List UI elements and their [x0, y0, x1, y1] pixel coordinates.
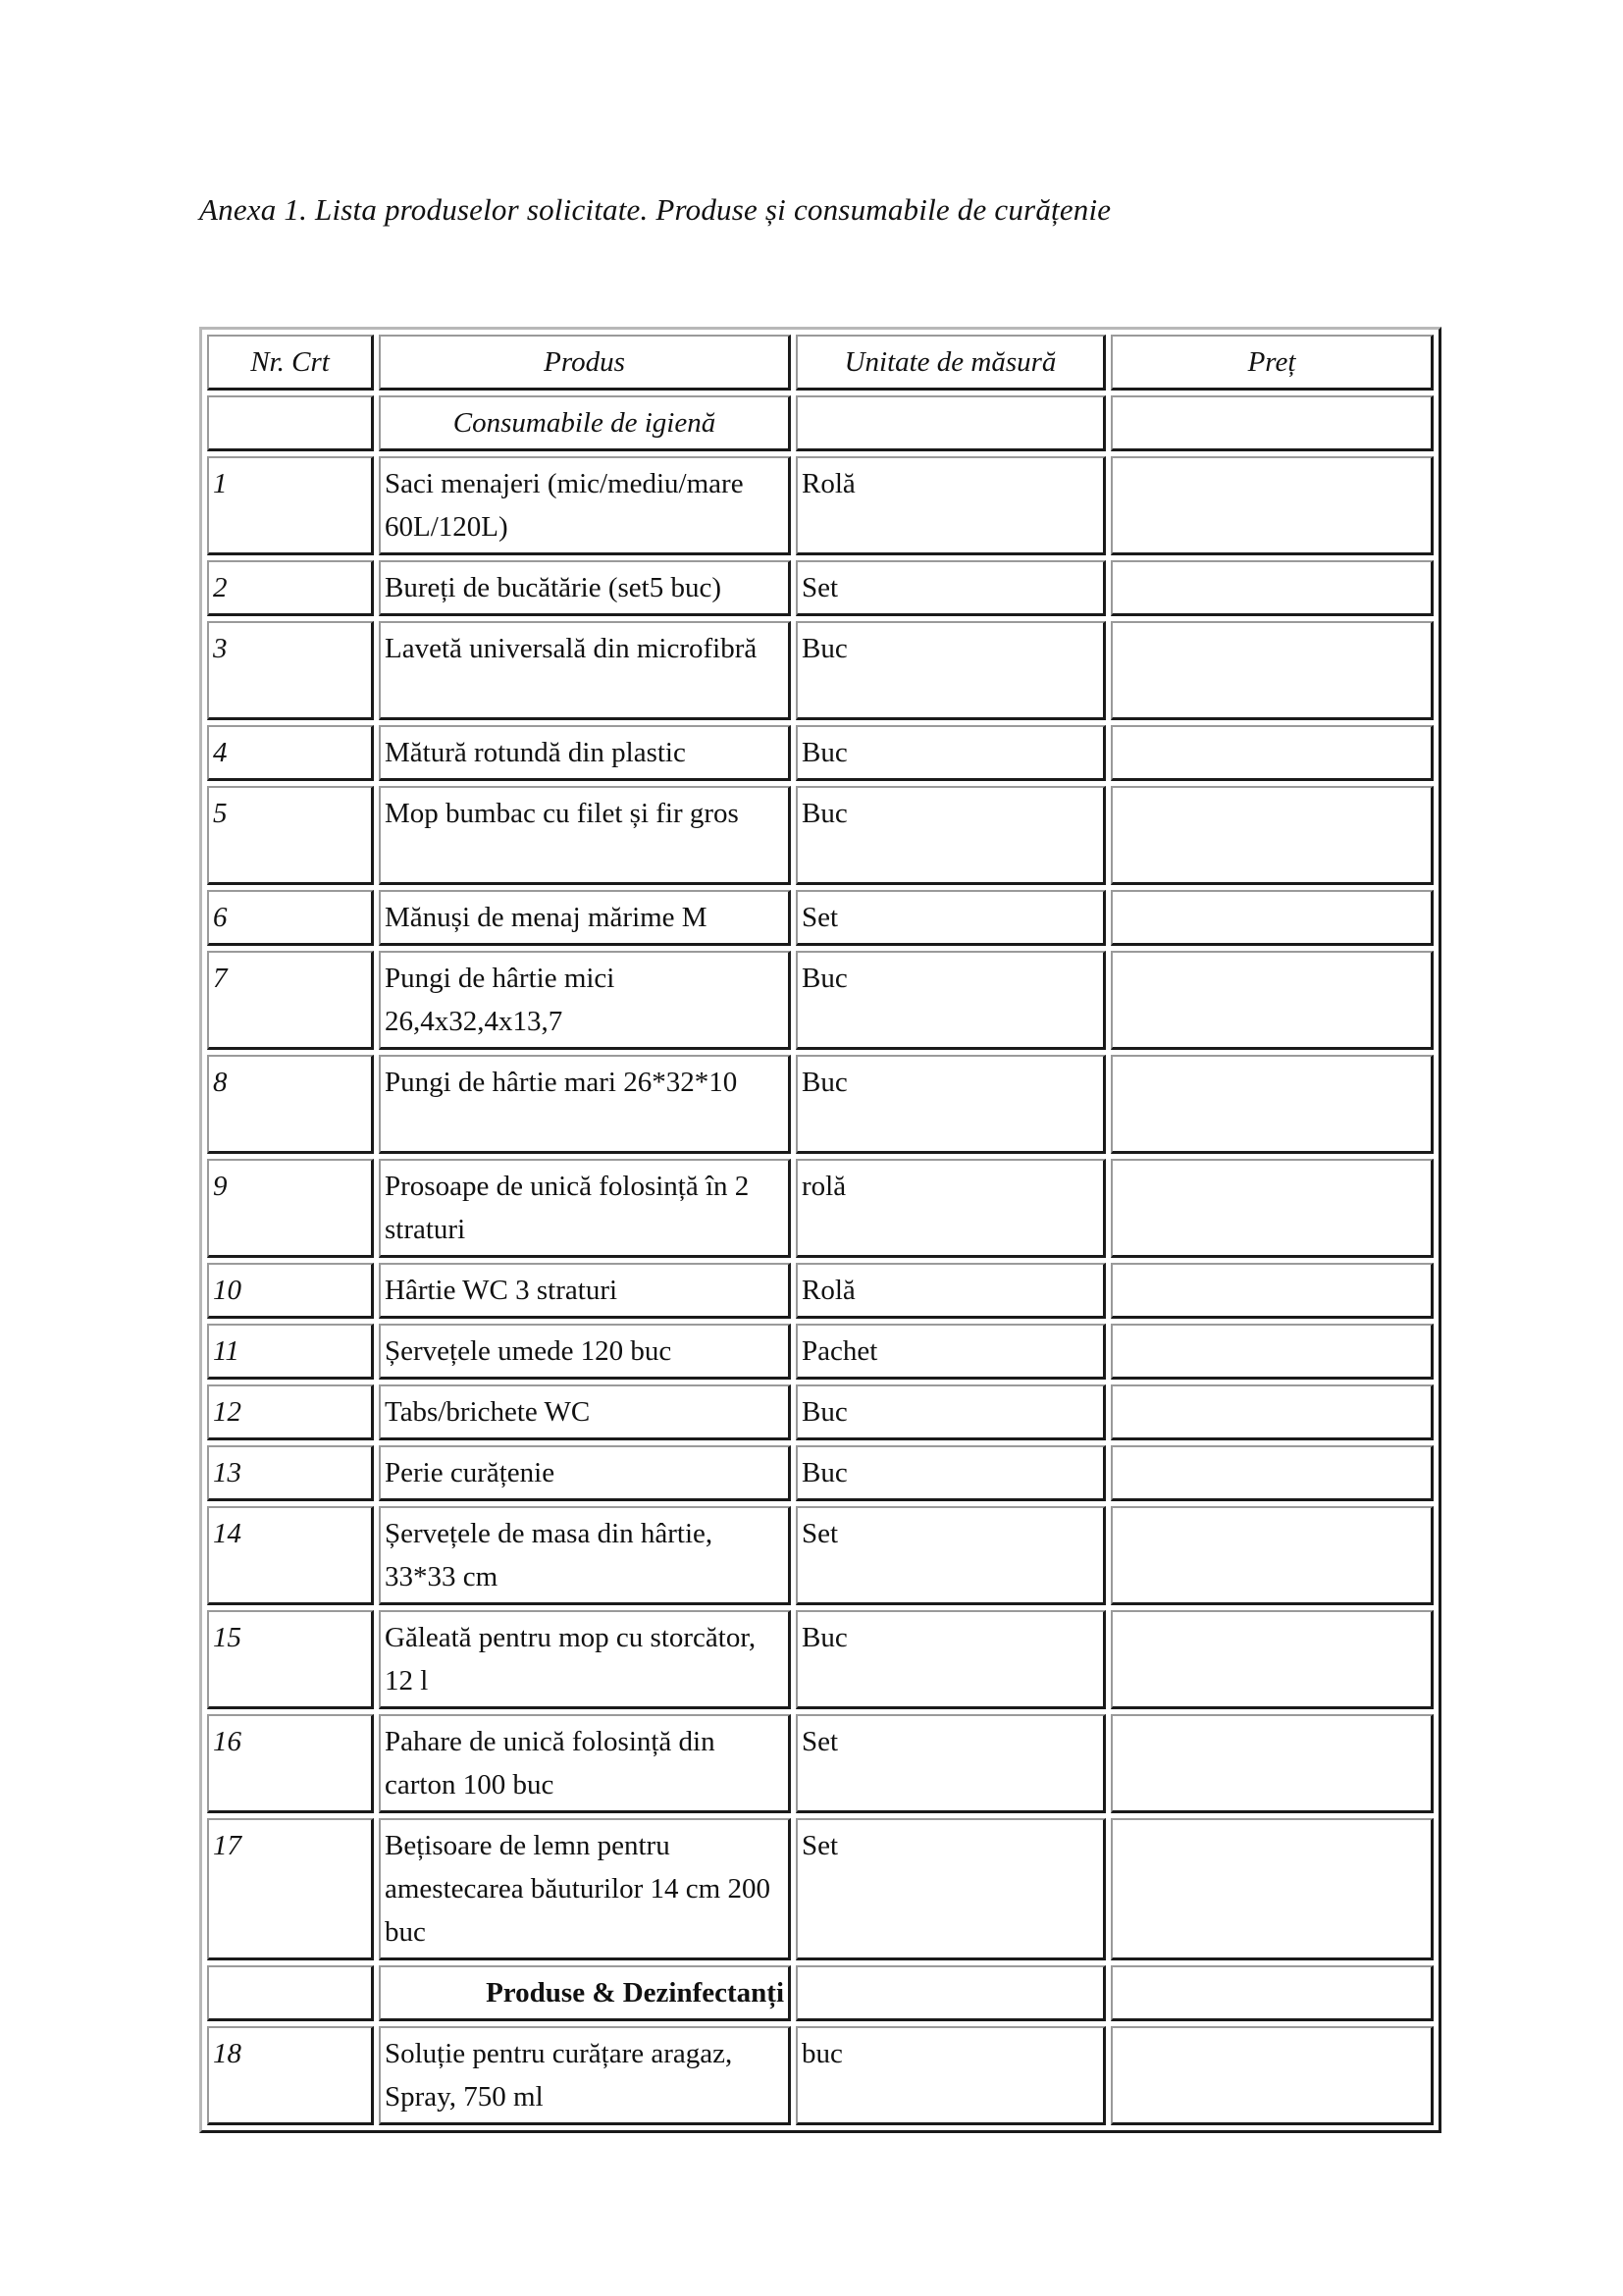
row-product: Pahare de unică folosință din carton 100 buc [379, 1714, 791, 1813]
row-unit: Set [796, 1818, 1106, 1960]
row-nr: 17 [207, 1818, 374, 1960]
row-product: Mănuși de menaj mărime M [379, 890, 791, 946]
row-product: Bețisoare de lemn pentru amestecarea băuturilor 14 cm 200 buc [379, 1818, 791, 1960]
row-nr: 18 [207, 2026, 374, 2125]
row-unit: Buc [796, 1610, 1106, 1709]
table-row [207, 560, 1434, 616]
table-row [207, 951, 1434, 1050]
section-nr-cell [207, 1965, 374, 2021]
document-title: Anexa 1. Lista produselor solicitate. Produse și consumabile de curățenie [199, 192, 1112, 227]
row-nr: 14 [207, 1506, 374, 1605]
row-product: Mătură rotundă din plastic [379, 725, 791, 781]
row-unit: Rolă [796, 456, 1106, 555]
table-row [207, 890, 1434, 946]
row-unit: Buc [796, 1055, 1106, 1154]
row-unit: Buc [796, 1384, 1106, 1440]
section-price-cell [1111, 395, 1434, 451]
section-title: Consumabile de igienă [379, 395, 791, 451]
row-nr: 3 [207, 621, 374, 720]
row-nr: 1 [207, 456, 374, 555]
row-unit: Buc [796, 786, 1106, 885]
row-nr: 7 [207, 951, 374, 1050]
row-product: Hârtie WC 3 straturi [379, 1263, 791, 1319]
row-price[interactable] [1111, 1263, 1434, 1319]
row-product: Mop bumbac cu filet și fir gros [379, 786, 791, 885]
row-unit: buc [796, 2026, 1106, 2125]
row-price[interactable] [1111, 890, 1434, 946]
table-row [207, 1159, 1434, 1258]
header-product: Produs [379, 335, 791, 391]
section-title: Produse & Dezinfectanți [379, 1965, 791, 2021]
table-header-row [207, 335, 1434, 391]
row-price[interactable] [1111, 1445, 1434, 1501]
row-nr: 11 [207, 1324, 374, 1380]
row-nr: 10 [207, 1263, 374, 1319]
section-nr-cell [207, 395, 374, 451]
row-unit: Pachet [796, 1324, 1106, 1380]
row-product: Saci menajeri (mic/mediu/mare 60L/120L) [379, 456, 791, 555]
row-price[interactable] [1111, 1055, 1434, 1154]
row-nr: 2 [207, 560, 374, 616]
row-nr: 4 [207, 725, 374, 781]
header-unit: Unitate de măsură [796, 335, 1106, 391]
row-unit: rolă [796, 1159, 1106, 1258]
row-nr: 8 [207, 1055, 374, 1154]
header-nr: Nr. Crt [207, 335, 374, 391]
row-product: Pungi de hârtie mari 26*32*10 [379, 1055, 791, 1154]
row-unit: Set [796, 1714, 1106, 1813]
header-price: Preț [1111, 335, 1434, 391]
row-price[interactable] [1111, 786, 1434, 885]
products-table-container [199, 327, 1441, 2133]
row-price[interactable] [1111, 621, 1434, 720]
row-unit: Buc [796, 725, 1106, 781]
table-row [207, 1384, 1434, 1440]
row-product: Bureți de bucătărie (set5 buc) [379, 560, 791, 616]
row-product: Soluție pentru curățare aragaz, Spray, 750 ml [379, 2026, 791, 2125]
row-unit: Buc [796, 951, 1106, 1050]
table-row [207, 1055, 1434, 1154]
row-nr: 16 [207, 1714, 374, 1813]
table-row [207, 2026, 1434, 2125]
row-price[interactable] [1111, 1818, 1434, 1960]
row-nr: 5 [207, 786, 374, 885]
row-product: Lavetă universală din microfibră [379, 621, 791, 720]
row-nr: 12 [207, 1384, 374, 1440]
row-product: Perie curățenie [379, 1445, 791, 1501]
table-row [207, 456, 1434, 555]
row-product: Pungi de hârtie mici 26,4x32,4x13,7 [379, 951, 791, 1050]
row-price[interactable] [1111, 1159, 1434, 1258]
table-row [207, 786, 1434, 885]
row-price[interactable] [1111, 560, 1434, 616]
row-price[interactable] [1111, 1324, 1434, 1380]
section-row [207, 1965, 1434, 2021]
row-product: Găleată pentru mop cu storcător, 12 l [379, 1610, 791, 1709]
row-unit: Buc [796, 1445, 1106, 1501]
table-row [207, 1324, 1434, 1380]
row-nr: 9 [207, 1159, 374, 1258]
table-row [207, 1610, 1434, 1709]
row-price[interactable] [1111, 1384, 1434, 1440]
table-row [207, 1445, 1434, 1501]
table-row [207, 1714, 1434, 1813]
row-nr: 6 [207, 890, 374, 946]
row-product: Prosoape de unică folosință în 2 straturi [379, 1159, 791, 1258]
row-product: Șervețele umede 120 buc [379, 1324, 791, 1380]
row-unit: Rolă [796, 1263, 1106, 1319]
section-price-cell [1111, 1965, 1434, 2021]
row-unit: Buc [796, 621, 1106, 720]
row-unit: Set [796, 1506, 1106, 1605]
row-price[interactable] [1111, 1506, 1434, 1605]
section-unit-cell [796, 1965, 1106, 2021]
section-row [207, 395, 1434, 451]
section-unit-cell [796, 395, 1106, 451]
row-price[interactable] [1111, 456, 1434, 555]
table-row [207, 621, 1434, 720]
products-table [199, 327, 1441, 2133]
row-nr: 15 [207, 1610, 374, 1709]
row-price[interactable] [1111, 951, 1434, 1050]
row-price[interactable] [1111, 1714, 1434, 1813]
table-row [207, 1263, 1434, 1319]
row-price[interactable] [1111, 2026, 1434, 2125]
table-row [207, 1818, 1434, 1960]
row-product: Tabs/brichete WC [379, 1384, 791, 1440]
table-row [207, 1506, 1434, 1605]
row-product: Șervețele de masa din hârtie, 33*33 cm [379, 1506, 791, 1605]
table-row [207, 725, 1434, 781]
row-nr: 13 [207, 1445, 374, 1501]
row-price[interactable] [1111, 725, 1434, 781]
row-unit: Set [796, 560, 1106, 616]
row-price[interactable] [1111, 1610, 1434, 1709]
row-unit: Set [796, 890, 1106, 946]
